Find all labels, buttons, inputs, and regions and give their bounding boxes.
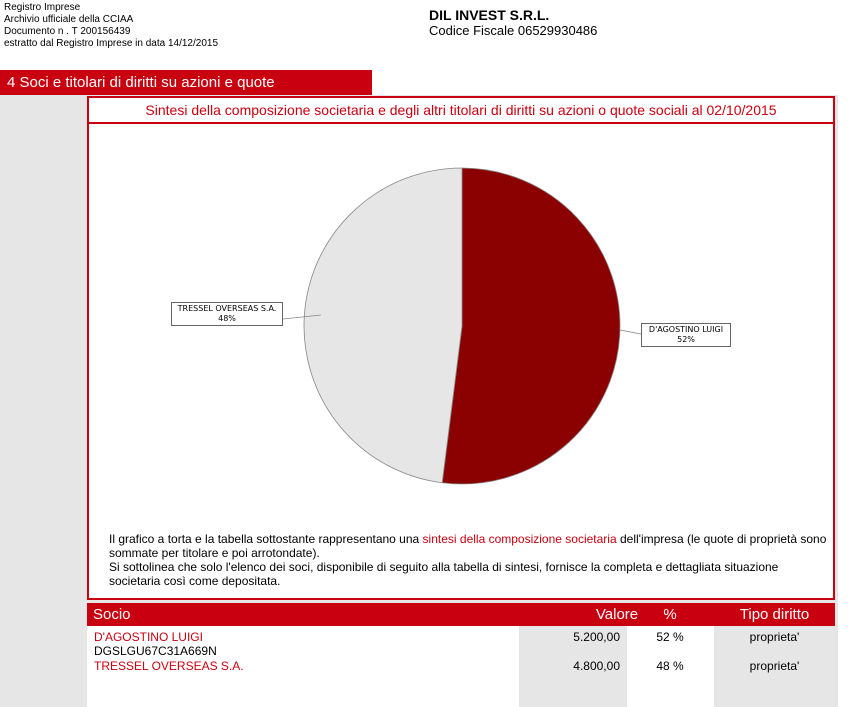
row-2-percent: 48 % [656,659,684,673]
archive-line: Archivio ufficiale della CCIAA [4,14,134,25]
codice-fiscale: Codice Fiscale 06529930486 [429,23,598,38]
header-tipo-diritto: Tipo diritto [739,606,810,623]
pie-label-dagostino [641,323,731,347]
pie-label-dagostino-value: 52% [677,335,695,344]
description-paragraph-2: Si sottolinea che solo l'elenco dei soci, disponibile di seguito alla tabella di sintesi, fornisce la completa e dettagliata situazione societaria così come depositata. [109,560,779,588]
document-number-line: Documento n . T 200156439 [4,26,131,37]
row-2-valore: 4.800,00 [573,659,620,673]
description-highlight: sintesi della composizione societaria [422,532,617,546]
row-2-tipo: proprieta' [749,659,800,673]
table-body [87,626,835,707]
row-2-name: TRESSEL OVERSEAS S.A. [94,659,244,673]
description-paragraph-1: Il grafico a torta e la tabella sottostante rappresentano una sintesi della composizione societaria dell'impresa (le quote di proprietà sono sommate per titolare e poi arrotondate). [109,532,827,560]
registry-line: Registro Imprese [4,2,81,13]
summary-frame [87,96,835,600]
row-1-percent: 52 % [656,630,684,644]
pie-slice-dagostino [442,168,620,484]
leader-line-dagostino [620,330,641,334]
header-valore: Valore [595,606,639,623]
row-1-name: D'AGOSTINO LUIGI [94,630,203,644]
company-name: DIL INVEST S.R.L. [429,7,550,23]
pie-label-tressel-value: 48% [218,314,236,323]
section-title: 4 Soci e titolari di diritti su azioni e quote [0,70,372,95]
row-1-code: DGSLGU67C31A669N [94,644,217,658]
pie-slice-tressel [304,168,462,483]
pie-label-tressel [171,302,283,326]
pie-chart [89,98,833,598]
section-header-band [372,70,838,95]
table-header [87,603,835,626]
header-socio: Socio [93,606,131,623]
row-1-tipo: proprieta' [749,630,800,644]
section-subtitle: Sintesi della composizione societaria e degli altri titolari di diritti su azioni o quote sociali al 02/10/2015 [89,98,833,124]
row-1-valore: 5.200,00 [573,630,620,644]
chart-description [109,532,831,588]
pie-label-dagostino-name: D'AGOSTINO LUIGI [648,325,724,334]
document-info [4,2,218,50]
pie-label-tressel-name: TRESSEL OVERSEAS S.A. [177,304,277,313]
header-percent: % [663,606,677,623]
company-info [429,7,597,39]
extract-date-line: estratto dal Registro Imprese in data 14/12/2015 [4,38,219,49]
ownership-table [87,603,835,707]
